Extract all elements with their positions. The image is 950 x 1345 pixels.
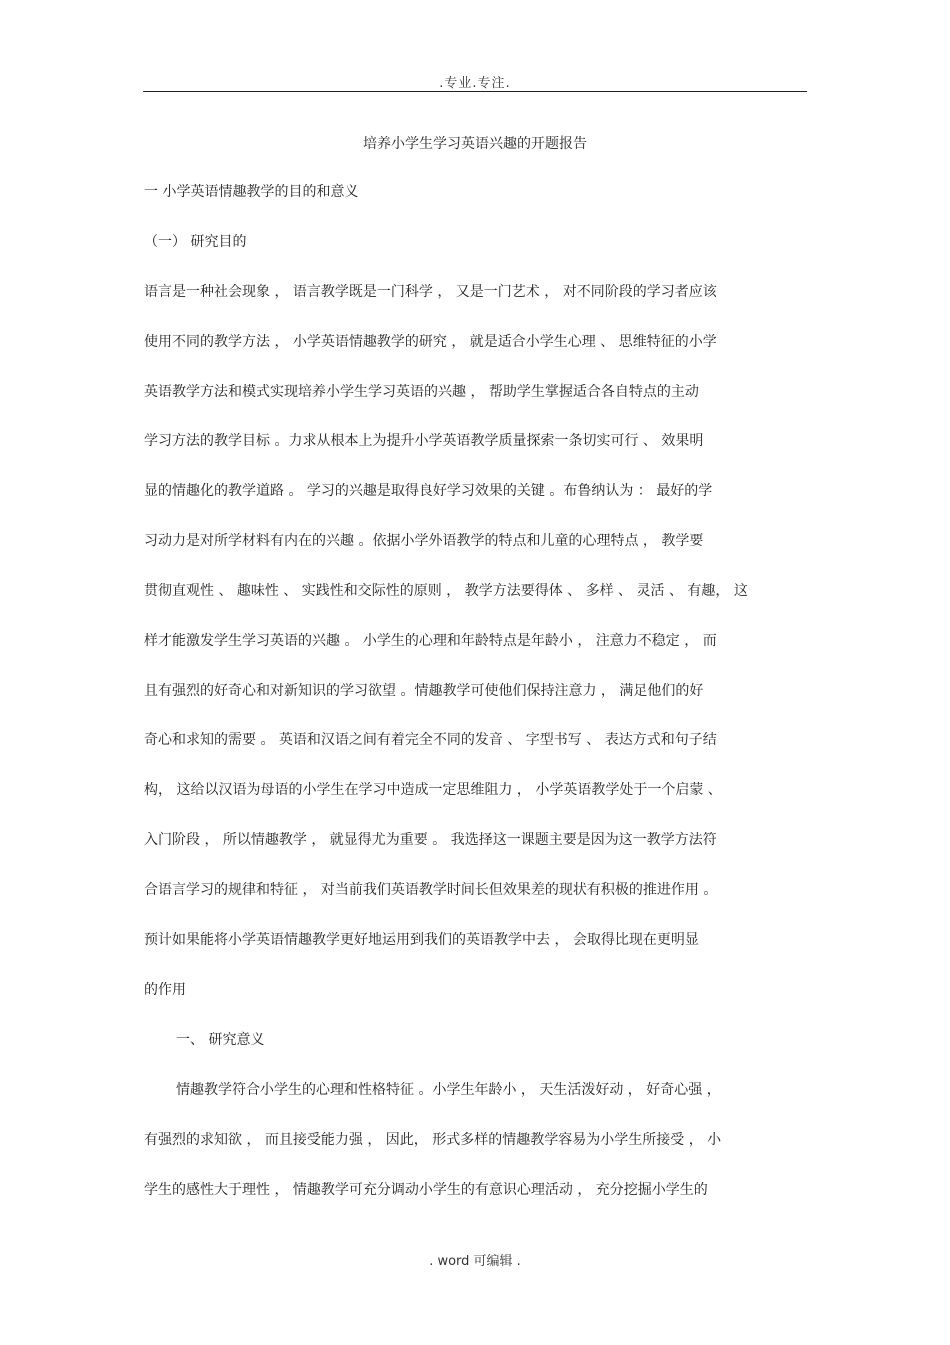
paragraph-line: 显的情趣化的教学道路 。 学习的兴趣是取得良好学习效果的关键 。布鲁纳认为 ： 最好的学 xyxy=(144,483,713,499)
paragraph-line: 英语教学方法和模式实现培养小学生学习英语的兴趣 ， 帮助学生掌握适合各自特点的主动 xyxy=(144,384,699,400)
paragraph-line: 且有强烈的好奇心和对新知识的学习欲望 。情趣教学可使他们保持注意力 ， 满足他们的好 xyxy=(144,683,704,699)
paragraph-line: 习动力是对所学材料有内在的兴趣 。依据小学外语教学的特点和儿童的心理特点 ， 教学要 xyxy=(144,533,704,549)
paragraph-line: 预计如果能将小学英语情趣教学更好地运用到我们的英语教学中去 ， 会取得比现在更明显 xyxy=(144,932,699,948)
paragraph-line: 构， 这给以汉语为母语的小学生在学习中造成一定思维阻力 ， 小学英语教学处于一个启蒙 、 xyxy=(144,782,722,798)
paragraph-line: 使用不同的教学方法 ， 小学英语情趣教学的研究 ， 就是适合小学生心理 、 思维特征的小学 xyxy=(144,334,717,350)
paragraph-line: 有强烈的求知欲 ， 而且接受能力强 ， 因此， 形式多样的情趣教学容易为小学生所接受 ， 小 xyxy=(144,1132,722,1148)
subsection-heading-purpose: （一） 研究目的 xyxy=(144,234,247,250)
paragraph-line: 的作用 xyxy=(144,982,186,998)
paragraph-line: 情趣教学符合小学生的心理和性格特征 。小学生年龄小 ， 天生活泼好动 ， 好奇心强 ， xyxy=(176,1082,721,1098)
paragraph-line: 语言是一种社会现象 ， 语言教学既是一门科学 ， 又是一门艺术 ， 对不同阶段的学习者应该 xyxy=(144,284,717,300)
header-divider xyxy=(143,91,807,92)
paragraph-line: 学习方法的教学目标 。力求从根本上为提升小学英语教学质量探索一条切实可行 、 效果明 xyxy=(144,433,704,449)
subsection-heading-significance: 一、 研究意义 xyxy=(176,1032,265,1048)
page-footer: . word 可编辑 . xyxy=(429,1254,521,1269)
paragraph-line: 入门阶段 ， 所以情趣教学 ， 就显得尤为重要 。 我选择这一课题主要是因为这一教学方法符 xyxy=(144,832,717,848)
document-title: 培养小学生学习英语兴趣的开题报告 xyxy=(363,136,587,152)
paragraph-line: 样才能激发学生学习英语的兴趣 。 小学生的心理和年龄特点是年龄小 ， 注意力不稳定 ， 而 xyxy=(144,633,717,649)
paragraph-line: 学生的感性大于理性 ， 情趣教学可充分调动小学生的有意识心理活动 ， 充分挖掘小学生的 xyxy=(144,1182,708,1198)
paragraph-line: 合语言学习的规律和特征 ， 对当前我们英语教学时间长但效果差的现状有积极的推进作用 。 xyxy=(144,882,718,898)
paragraph-line: 贯彻直观性 、 趣味性 、 实践性和交际性的原则 ， 教学方法要得体 、 多样 、 灵活 、 有趣， 这 xyxy=(144,583,748,599)
page-header: .专业.专注. xyxy=(439,76,511,91)
section-heading: 一 小学英语情趣教学的目的和意义 xyxy=(144,184,359,200)
paragraph-line: 奇心和求知的需要 。 英语和汉语之间有着完全不同的发音 、 字型书写 、 表达方式和句子结 xyxy=(144,732,717,748)
